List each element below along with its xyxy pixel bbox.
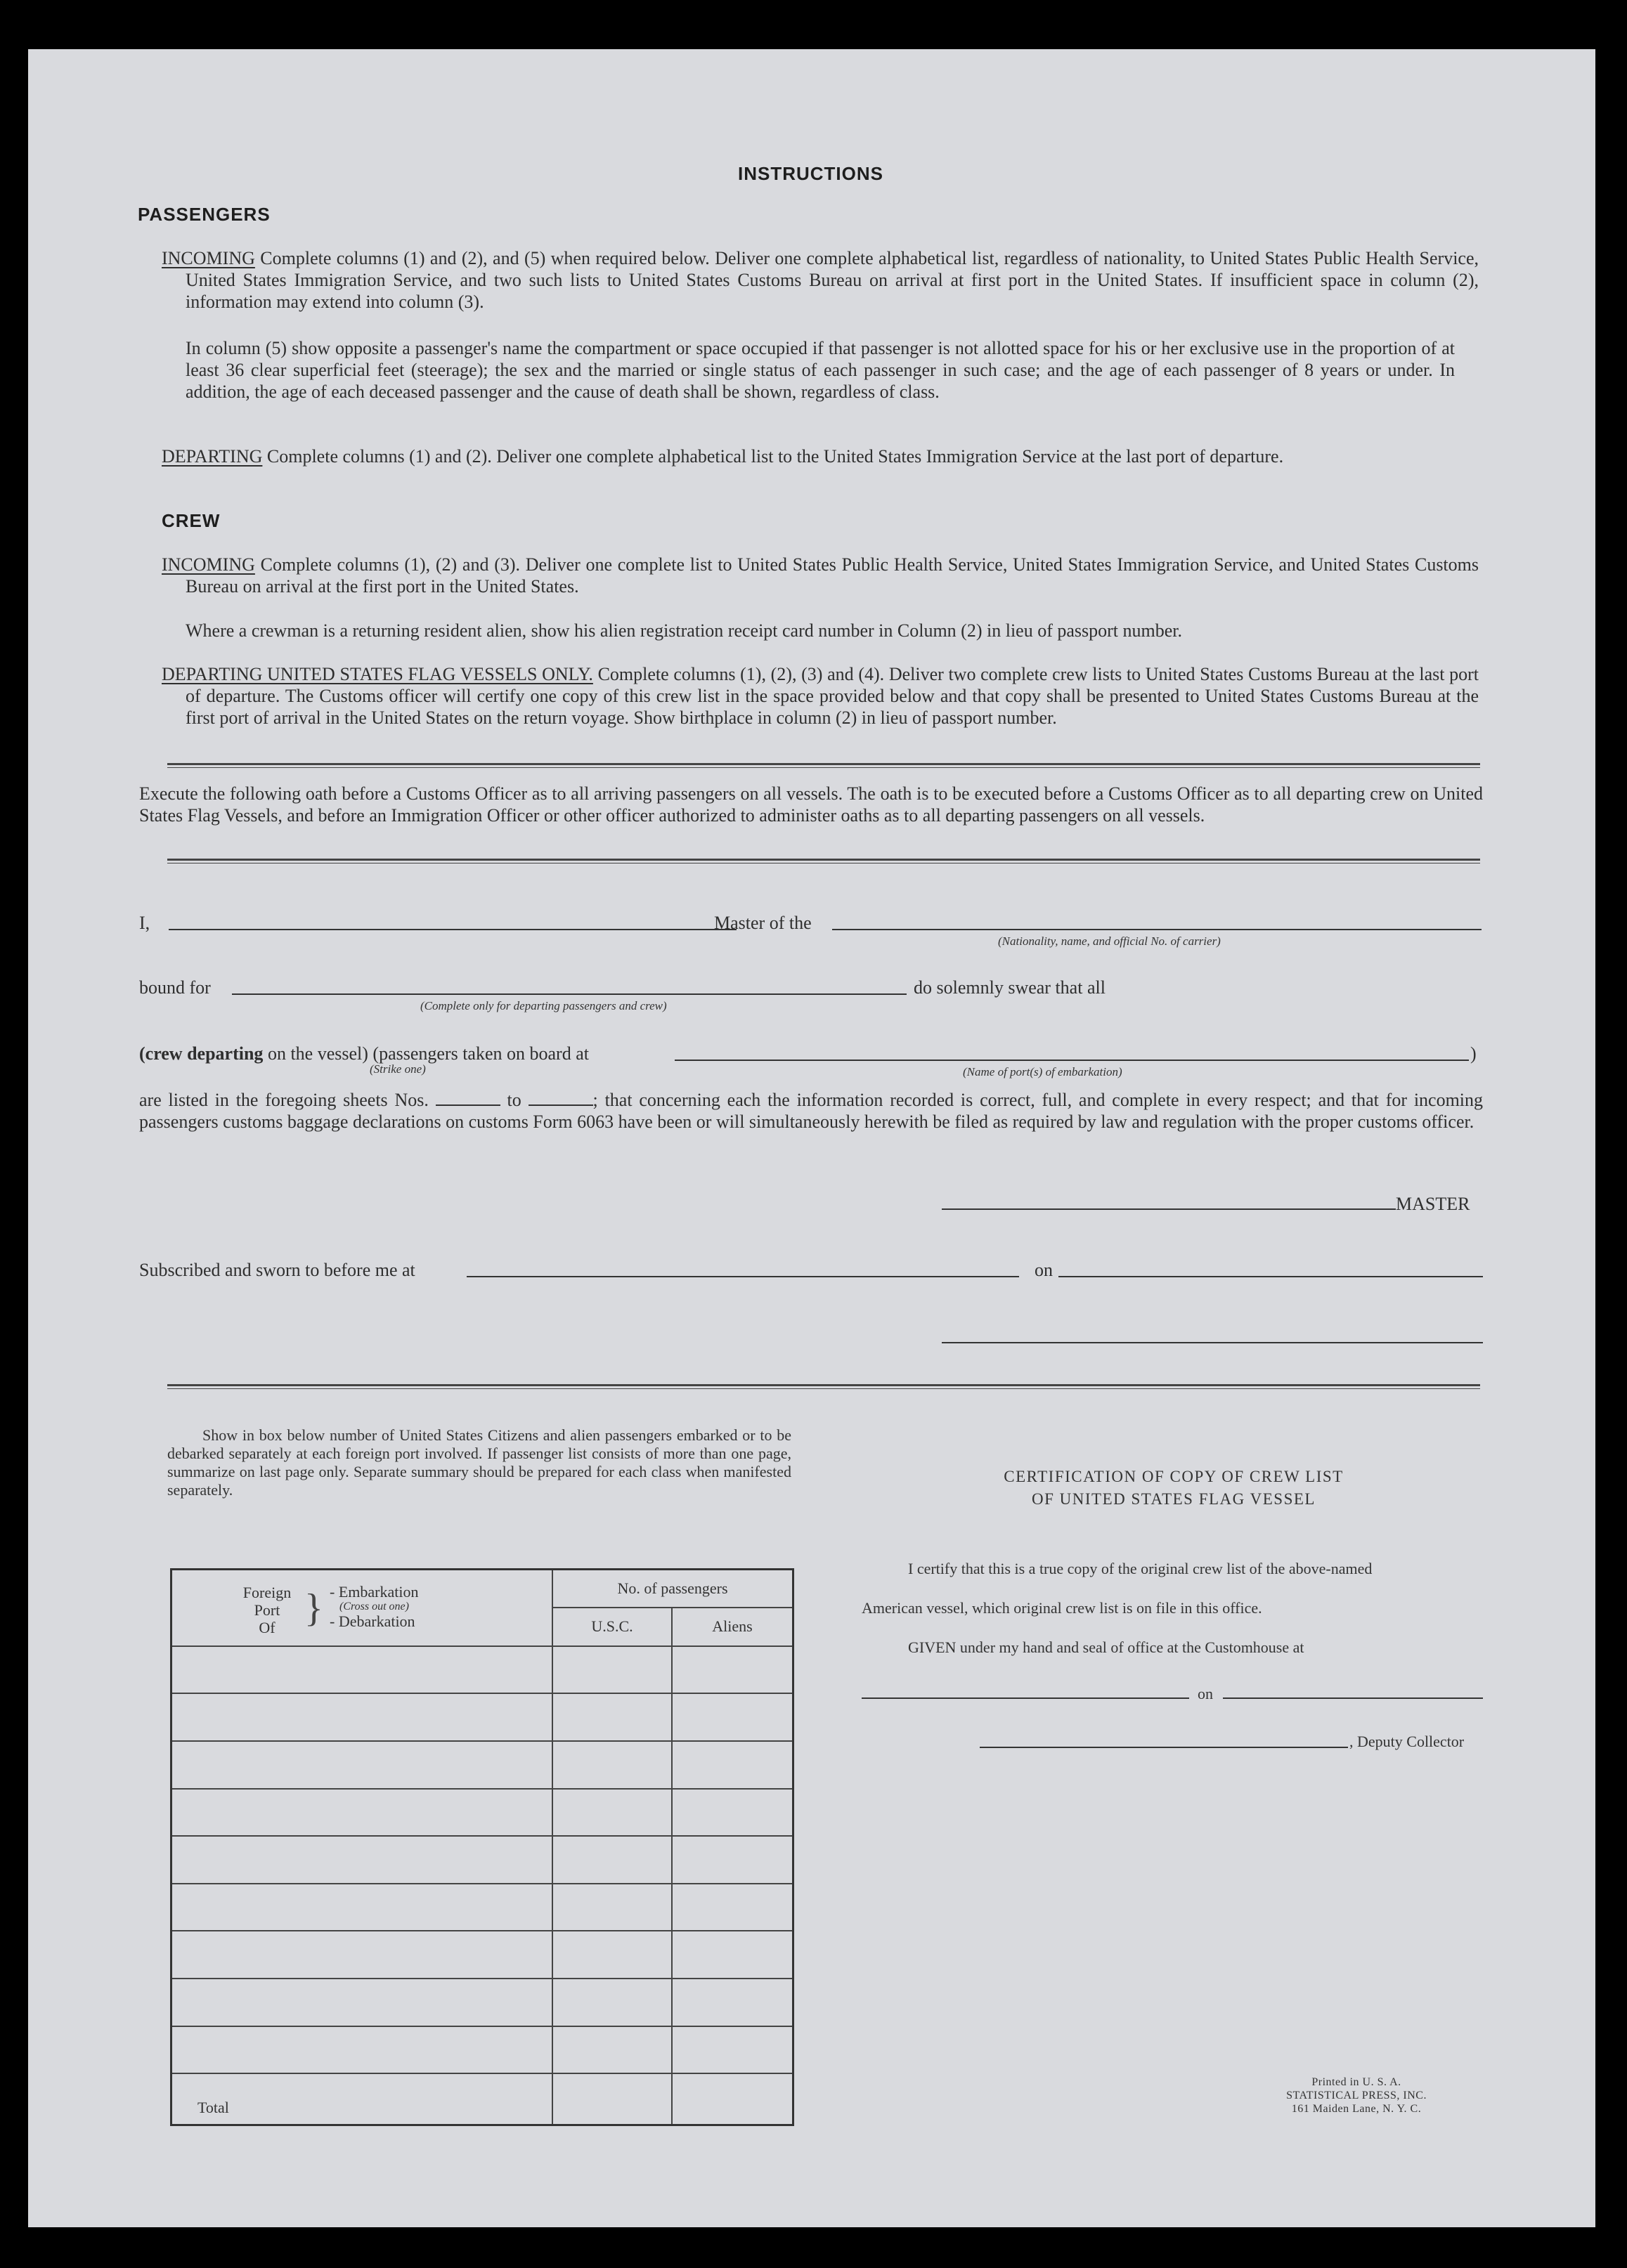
carrier-field[interactable] xyxy=(832,929,1482,930)
crew-departing-paragraph xyxy=(162,663,1479,729)
usc-cell[interactable] xyxy=(552,1693,672,1741)
crew-incoming-label: INCOMING xyxy=(162,554,255,575)
crewman-paragraph: Where a crewman is a returning resident alien, show his alien registration receipt card number in Column (2) in lieu of passport number. xyxy=(186,620,1183,641)
master-name-field[interactable] xyxy=(169,929,737,930)
certify-line2: American vessel, which original crew list is on file in this office. xyxy=(862,1599,1262,1617)
aliens-cell[interactable] xyxy=(672,1789,793,1837)
close-paren: ) xyxy=(1470,1043,1477,1064)
printer-line2: STATISTICAL PRESS, INC. xyxy=(1286,2090,1427,2101)
table-row xyxy=(171,1741,793,1789)
master-label: MASTER xyxy=(1396,1194,1470,1214)
oath-i-label: I, xyxy=(139,913,150,933)
sheet-to-field[interactable] xyxy=(529,1092,593,1106)
total-usc-cell[interactable] xyxy=(552,2073,672,2125)
cross-out-caption: (Cross out one) xyxy=(339,1601,409,1613)
embarkation-label: - Embarkation xyxy=(330,1583,419,1601)
subscribed-on-label: on xyxy=(1035,1260,1053,1280)
crew-departing-option: (crew departing xyxy=(139,1043,264,1064)
port-caption: (Name of port(s) of embarkation) xyxy=(963,1065,1122,1078)
divider-top xyxy=(167,763,1480,768)
sheets-paragraph xyxy=(139,1089,1483,1133)
table-row xyxy=(171,1789,793,1837)
passengers-departing-paragraph xyxy=(162,445,1479,467)
foreign-label: Foreign xyxy=(242,1584,292,1602)
ports-table xyxy=(170,1568,794,2126)
passengers-incoming-label: INCOMING xyxy=(162,248,255,268)
to-label: to xyxy=(507,1090,521,1110)
usc-cell[interactable] xyxy=(552,1836,672,1884)
usc-cell[interactable] xyxy=(552,1789,672,1837)
passengers-option: (passengers taken on board at xyxy=(372,1043,589,1064)
port-cell[interactable] xyxy=(171,1693,553,1741)
printer-imprint xyxy=(1251,2075,1462,2116)
table-row xyxy=(171,1836,793,1884)
port-cell[interactable] xyxy=(171,1931,553,1979)
embarkation-port-field[interactable] xyxy=(675,1060,1469,1061)
deputy-collector-label: , Deputy Collector xyxy=(1349,1733,1465,1750)
printer-line3: 161 Maiden Lane, N. Y. C. xyxy=(1291,2103,1422,2115)
sheet-from-field[interactable] xyxy=(436,1092,500,1106)
printer-line1: Printed in U. S. A. xyxy=(1311,2076,1401,2088)
oath-instructions: Execute the following oath before a Customs Officer as to all arriving passengers on all vessels. The oath is to be executed before a Customs Officer as to all departing crew on United States Flag Vessels, and before an Immigration Officer or other officer authorized to administer oaths as to all departing passengers on all vessels. xyxy=(139,783,1483,826)
total-label: Total xyxy=(171,2073,553,2125)
subscribed-label: Subscribed and sworn to before me at xyxy=(139,1260,415,1280)
aliens-cell[interactable] xyxy=(672,1646,793,1694)
passengers-incoming-paragraph xyxy=(162,247,1479,313)
aliens-cell[interactable] xyxy=(672,1741,793,1789)
certification-heading-line2: OF UNITED STATES FLAG VESSEL xyxy=(1032,1490,1316,1508)
passengers-count-header: No. of passengers xyxy=(552,1570,793,1608)
carrier-caption: (Nationality, name, and official No. of carrier) xyxy=(998,934,1221,948)
port-cell[interactable] xyxy=(171,1979,553,2026)
certification-heading-line1: CERTIFICATION OF COPY OF CREW LIST xyxy=(1004,1468,1344,1485)
swear-label: do solemnly swear that all xyxy=(914,977,1106,998)
passengers-departing-text: Complete columns (1) and (2). Deliver one complete alphabetical list to the United States Immigration Service at the last port of departure. xyxy=(266,446,1284,467)
certification-date-field[interactable] xyxy=(1223,1697,1483,1699)
crew-incoming-text: Complete columns (1), (2) and (3). Deliver one complete list to United States Public Health Service, United States Immigration Service, and United States Customs Bureau on arrival at the first port in the United States. xyxy=(186,554,1479,597)
bound-caption: (Complete only for departing passengers and crew) xyxy=(420,999,667,1012)
divider-oath xyxy=(167,859,1480,863)
crew-departing-text: Complete columns (1), (2), (3) and (4). Deliver two complete crew lists to United States Customs Bureau at the last port of departure. The Customs officer will certify one copy of this crew list in the space provided below and that copy shall be presented to United States Customs Bureau at the first port of arrival in the United States on the return voyage. Show birthplace in column (2) in lieu of passport number. xyxy=(186,664,1479,728)
port-cell[interactable] xyxy=(171,1789,553,1837)
on-vessel-label: on the vessel) xyxy=(267,1043,368,1064)
total-row xyxy=(171,2073,793,2125)
certification-heading xyxy=(864,1466,1483,1511)
crew-incoming-paragraph xyxy=(162,554,1479,597)
passengers-heading: PASSENGERS xyxy=(138,204,271,225)
summary-note: Show in box below number of United States Citizens and alien passengers embarked or to be debarked separately at each foreign port involved. If passenger list consists of more than one page, summarize on last page only. Separate summary should be prepared for each class when manifested separately. xyxy=(167,1426,791,1499)
brace-icon: } xyxy=(304,1586,323,1631)
table-row xyxy=(171,1646,793,1694)
aliens-cell[interactable] xyxy=(672,1979,793,2026)
certify-line1: I certify that this is a true copy of the original crew list of the above-named xyxy=(908,1560,1373,1577)
customhouse-field[interactable] xyxy=(862,1697,1189,1699)
port-header-cell xyxy=(171,1570,553,1646)
usc-cell[interactable] xyxy=(552,1741,672,1789)
given-line: GIVEN under my hand and seal of office at the Customhouse at xyxy=(908,1638,1304,1656)
debarkation-label: - Debarkation xyxy=(330,1612,415,1631)
crew-heading: CREW xyxy=(162,510,221,531)
aliens-cell[interactable] xyxy=(672,2026,793,2074)
passengers-departing-label: DEPARTING xyxy=(162,446,263,467)
port-cell[interactable] xyxy=(171,1836,553,1884)
table-row xyxy=(171,1931,793,1979)
usc-cell[interactable] xyxy=(552,1646,672,1694)
aliens-cell[interactable] xyxy=(672,1931,793,1979)
bound-for-label: bound for xyxy=(139,977,211,998)
usc-cell[interactable] xyxy=(552,1884,672,1931)
divider-bottom xyxy=(167,1384,1480,1389)
subscribed-date-field[interactable] xyxy=(1058,1276,1483,1277)
strike-caption: (Strike one) xyxy=(370,1062,426,1076)
port-cell[interactable] xyxy=(171,1884,553,1931)
usc-header: U.S.C. xyxy=(552,1608,672,1646)
sheets-prefix: are listed in the foregoing sheets Nos. xyxy=(139,1090,429,1110)
port-cell[interactable] xyxy=(171,1741,553,1789)
subscribed-place-field[interactable] xyxy=(467,1276,1019,1277)
aliens-header: Aliens xyxy=(672,1608,793,1646)
certification-on-label: on xyxy=(1198,1685,1213,1702)
page-title: INSTRUCTIONS xyxy=(738,163,883,184)
bound-for-field[interactable] xyxy=(232,993,907,995)
aliens-cell[interactable] xyxy=(672,1884,793,1931)
column5-paragraph: In column (5) show opposite a passenger's name the compartment or space occupied if that passenger is not allotted space for his or her exclusive use in the proportion of at least 36 clear superficial feet (steerage); the sex and the married or single status of each passenger in such case; and the age of each passenger of 8 years or under. In addition, the age of each deceased passenger and the cause of death shall be shown, regardless of class. xyxy=(186,338,1455,402)
crew-departing-label: DEPARTING UNITED STATES FLAG VESSELS ONLY. xyxy=(162,664,593,684)
aliens-cell[interactable] xyxy=(672,1693,793,1741)
deputy-signature-field[interactable] xyxy=(980,1747,1348,1748)
usc-cell[interactable] xyxy=(552,2026,672,2074)
table-row xyxy=(171,1979,793,2026)
form-sheet xyxy=(28,49,1595,2227)
master-signature-field[interactable] xyxy=(942,1208,1396,1210)
table-row xyxy=(171,2026,793,2074)
table-row xyxy=(171,1693,793,1741)
crew-departing-choice xyxy=(139,1043,589,1064)
sheets-suffix: ; that concerning each the information recorded is correct, full, and complete in every respect; and that for incoming passengers customs baggage declarations on customs Form 6063 have been or will simultaneously herewith be filed as required by law and regulation with the proper customs officer. xyxy=(139,1090,1484,1132)
total-aliens-cell[interactable] xyxy=(672,2073,793,2125)
aliens-cell[interactable] xyxy=(672,1836,793,1884)
usc-cell[interactable] xyxy=(552,1931,672,1979)
master-of-label: Master of the xyxy=(714,913,812,933)
port-label: Port xyxy=(254,1601,280,1619)
usc-cell[interactable] xyxy=(552,1979,672,2026)
passengers-incoming-text: Complete columns (1) and (2), and (5) when required below. Deliver one complete alphabetical list, regardless of nationality, to United States Public Health Service, United States Immigration Service, and two such lists to United States Customs Bureau on arrival at first port in the United States. If insufficient space in column (2), information may extend into column (3). xyxy=(186,248,1479,312)
officer-signature-field[interactable] xyxy=(942,1342,1483,1343)
port-cell[interactable] xyxy=(171,1646,553,1694)
port-cell[interactable] xyxy=(171,2026,553,2074)
table-row xyxy=(171,1884,793,1931)
of-label: Of xyxy=(259,1619,276,1637)
